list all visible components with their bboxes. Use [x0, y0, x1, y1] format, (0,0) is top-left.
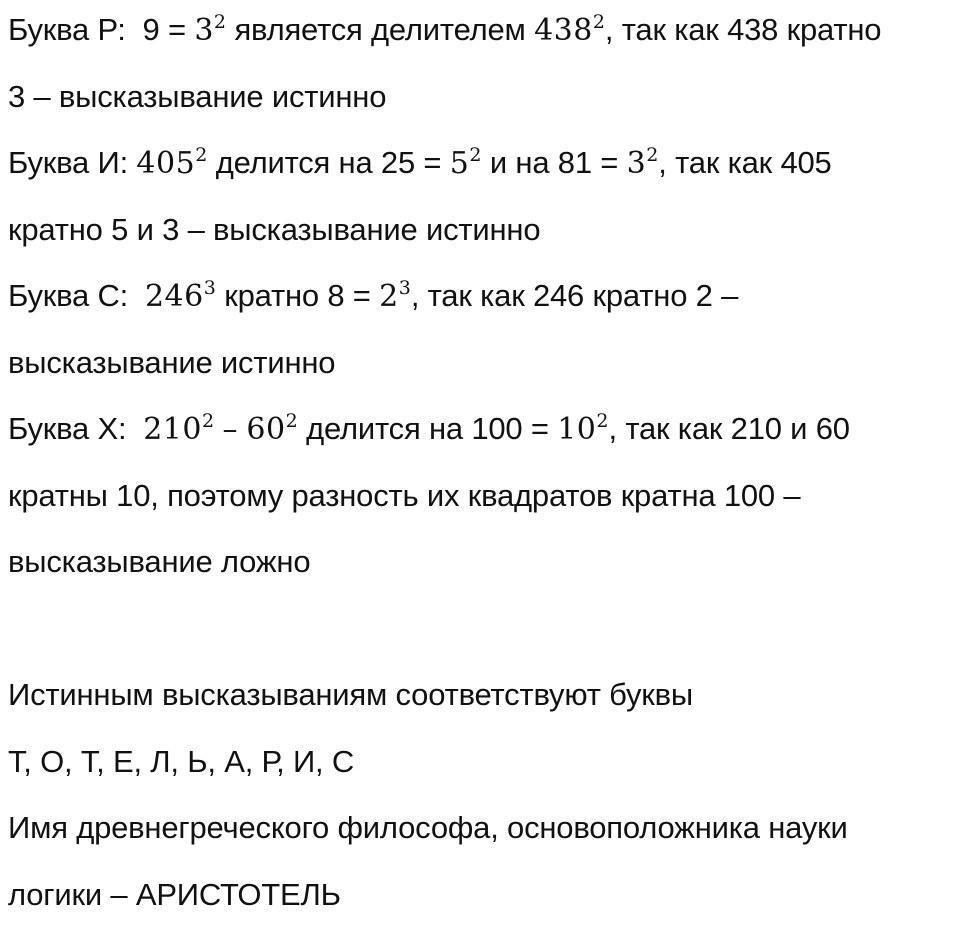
- math-exponent: 2: [469, 144, 481, 166]
- math-exponent: 2: [214, 11, 226, 33]
- statement-h-line-1: [8, 399, 954, 466]
- statement-s-line-1: [8, 266, 954, 333]
- math-exponent: 3: [399, 277, 411, 299]
- statement-h-line-2: кратны 10, поэтому разность их квадратов кратна 100 –: [8, 466, 954, 533]
- math-power: [627, 146, 659, 181]
- math-exponent: 2: [286, 410, 298, 432]
- math-power: [534, 13, 605, 48]
- statement-text: , так как 405: [658, 145, 831, 180]
- math-power: [379, 279, 411, 314]
- statement-text: , так как 246 кратно 2 –: [411, 278, 738, 313]
- math-base: 210: [143, 412, 202, 447]
- true-statements-text: Истинным высказываниям соответствуют буквы: [8, 665, 954, 732]
- statement-text: делится на 100 =: [306, 411, 549, 446]
- math-minus: –: [223, 412, 239, 447]
- statement-text: является делителем: [234, 12, 525, 47]
- letter-label-i: Буква И:: [8, 145, 128, 180]
- math-base: 246: [145, 279, 204, 314]
- letter-label-r: Буква Р:: [8, 12, 126, 47]
- math-power: [136, 146, 207, 181]
- blank-line: [8, 599, 954, 666]
- math-power: [246, 412, 297, 447]
- math-base: 2: [379, 279, 399, 314]
- math-exponent: 2: [195, 144, 207, 166]
- math-power: [194, 13, 226, 48]
- statement-r-line-2: 3 – высказывание истинно: [8, 67, 954, 134]
- statement-i-line-1: [8, 133, 954, 200]
- math-base: 60: [246, 412, 285, 447]
- math-power: [145, 279, 216, 314]
- letters-list: Т, О, Т, Е, Л, Ь, А, Р, И, С: [8, 732, 954, 799]
- math-power: [450, 146, 482, 181]
- math-exponent: 2: [202, 410, 214, 432]
- math-power: [557, 412, 608, 447]
- name-question: Имя древнегреческого философа, основоположника науки: [8, 798, 954, 865]
- math-base: 438: [534, 13, 593, 48]
- math-power: [143, 412, 214, 447]
- math-exponent: 2: [646, 144, 658, 166]
- letter-label-h: Буква Х:: [8, 411, 126, 446]
- statement-text: 9 =: [143, 12, 186, 47]
- solution-document: [8, 0, 954, 931]
- statement-text: делится на 25 =: [216, 145, 442, 180]
- math-exponent: 3: [204, 277, 216, 299]
- letter-label-s: Буква С:: [8, 278, 128, 313]
- statement-text: и на 81 =: [490, 145, 618, 180]
- statement-i-line-2: кратно 5 и 3 – высказывание истинно: [8, 200, 954, 267]
- answer-line: логики – АРИСТОТЕЛЬ: [8, 865, 954, 931]
- statement-text: кратно 8 =: [224, 278, 371, 313]
- math-base: 3: [194, 13, 214, 48]
- math-base: 10: [557, 412, 596, 447]
- statement-h-line-3: высказывание ложно: [8, 532, 954, 599]
- statement-text: , так как 210 и 60: [609, 411, 850, 446]
- statement-text: , так как 438 кратно: [605, 12, 881, 47]
- math-base: 3: [627, 146, 647, 181]
- math-base: 5: [450, 146, 470, 181]
- math-exponent: 2: [596, 410, 608, 432]
- math-base: 405: [136, 146, 195, 181]
- statement-s-line-2: высказывание истинно: [8, 333, 954, 400]
- math-exponent: 2: [593, 11, 605, 33]
- statement-r-line-1: [8, 0, 954, 67]
